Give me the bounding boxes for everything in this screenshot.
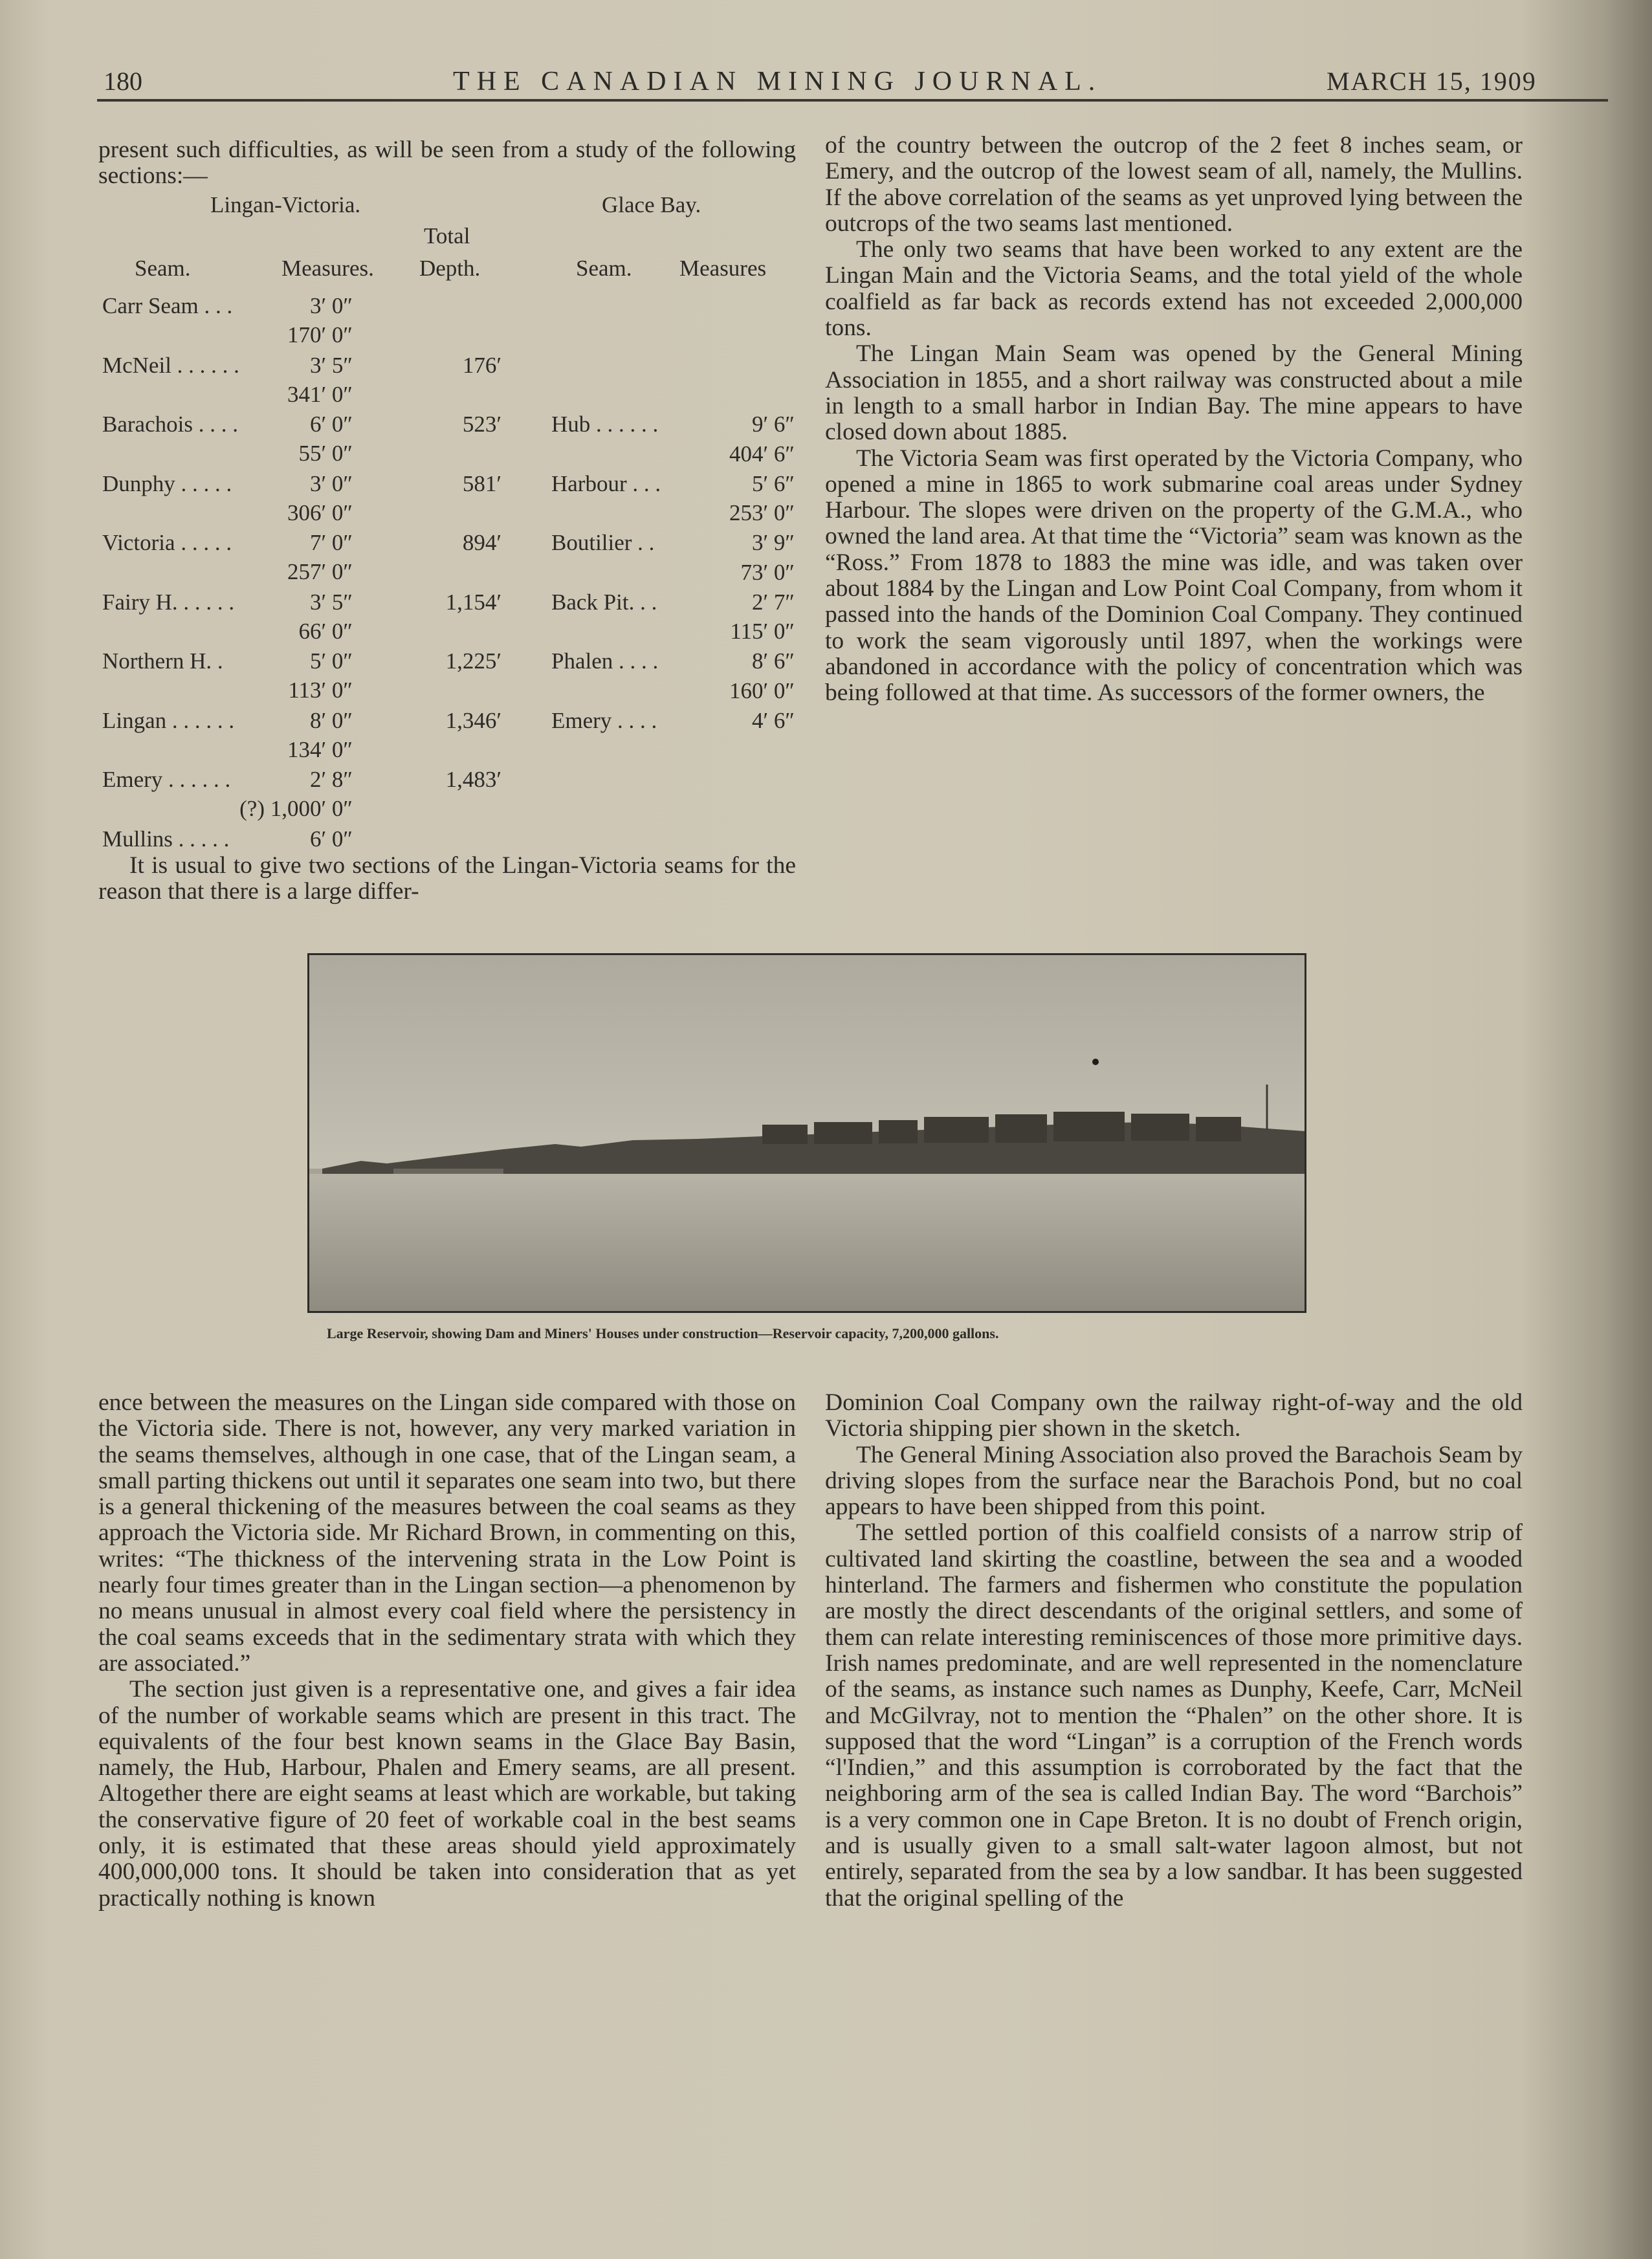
seam-name: Barachois . . . . bbox=[102, 412, 238, 437]
seam-depth: 1,154′ bbox=[445, 589, 501, 615]
seam-interval: (?) 1,000′ 0″ bbox=[239, 796, 353, 821]
right-top-para-2: The only two seams that have been worked to any extent are the Lingan Main and the Victoria Seams, and the total yield of the whole coalfield as far back as records extend has not exceeded 2,000,000 tons. bbox=[825, 236, 1523, 342]
photo-caption: Large Reservoir, showing Dam and Miners' Houses under construction—Reservoir capacity, 7,200,000 gallons. bbox=[327, 1325, 999, 1341]
right-column-bottom bbox=[825, 1390, 1523, 1912]
glace-seam-measure: 160′ 0″ bbox=[729, 678, 795, 703]
seam-name: Emery . . . . . . bbox=[102, 767, 231, 792]
glace-seam-measure: 73′ 0″ bbox=[740, 559, 795, 585]
header-glace-seam: Seam. bbox=[576, 256, 632, 281]
page-header bbox=[97, 60, 1572, 105]
glace-seam-name: Hub . . . . . . bbox=[551, 412, 659, 437]
seam-measure: 8′ 0″ bbox=[310, 707, 353, 733]
glace-seam-measure: 3′ 9″ bbox=[752, 530, 795, 555]
seam-interval: 134′ 0″ bbox=[287, 736, 353, 762]
glace-seam-name: Harbour . . . bbox=[551, 470, 661, 496]
left-column-top bbox=[98, 137, 796, 190]
seam-sections-table bbox=[97, 184, 802, 852]
left-column-bottom bbox=[98, 1390, 796, 1912]
reservoir-photo-image bbox=[309, 955, 1305, 1311]
seam-depth: 894′ bbox=[462, 530, 501, 555]
spot bbox=[1092, 1059, 1099, 1065]
seam-interval: 170′ 0″ bbox=[287, 322, 353, 347]
glace-seam-measure: 5′ 6″ bbox=[752, 470, 795, 496]
seam-name: Victoria . . . . . bbox=[102, 530, 232, 555]
glace-seam-measure: 4′ 6″ bbox=[752, 707, 795, 733]
glace-seam-measure: 253′ 0″ bbox=[729, 500, 795, 526]
right-top-para-4: The Victoria Seam was first operated by the Victoria Company, who opened a mine in 1865 to work submarine coal areas under Sydney Harbour. The slopes were driven on the property of the G.M.A., who owned the land area. At that time the “Victoria” seam was known as the “Ross.” From 1878 to 1883 the mine was idle, and was taken over about 1884 by the Lingan and Low Point Coal Company, from whom it passed into the hands of the Dominion Coal Company. They continued to work the seam vigorously until 1897, when the workings were abandoned in accordance with the policy of concentration which was being followed at that time. As successors of the former owners, the bbox=[825, 445, 1523, 707]
right-top-para-3: The Lingan Main Seam was opened by the General Mining Association in 1855, and a short railway was constructed about a mile in length to a small harbor in Indian Bay. The mine appears to have closed down about 1885. bbox=[825, 340, 1523, 446]
seam-interval: 341′ 0″ bbox=[287, 381, 353, 407]
seam-measure: 2′ 8″ bbox=[310, 767, 353, 792]
seam-interval: 257′ 0″ bbox=[287, 559, 353, 584]
header-depth: Depth. bbox=[419, 256, 481, 281]
left-bottom-para-1: ence between the measures on the Lingan side compared with those on the Victoria side. There is not, however, any very marked variation in the seams themselves, although in one case, that of the Lingan seam, a small parting thickens out until it separates one seam into two, but there is a general thickening of the measures between the coal seams as they approach the Victoria side. Mr Richard Brown, in commenting on this, writes: “The thickness of the intervening strata in the Low Point is nearly four times greater than in the Lingan section—a phenomenon by no means unusual in almost every coal field where the persistency in the coal seams exceeds that in the sedimentary strata with which they are associated.” bbox=[98, 1389, 796, 1677]
seam-measure: 7′ 0″ bbox=[310, 530, 353, 555]
glace-seam-measure: 9′ 6″ bbox=[752, 412, 795, 437]
seam-name: Northern H. . bbox=[102, 648, 223, 674]
seam-interval: 55′ 0″ bbox=[298, 441, 353, 466]
seam-name: Mullins . . . . . bbox=[102, 826, 230, 852]
glace-seam-name: Back Pit. . . bbox=[551, 589, 657, 615]
seam-depth: 1,346′ bbox=[445, 707, 501, 733]
seam-depth: 1,483′ bbox=[445, 767, 501, 792]
header-measures: Measures. bbox=[281, 256, 374, 281]
seam-measure: 6′ 0″ bbox=[310, 412, 353, 437]
right-top-para-1: of the country between the outcrop of the 2 feet 8 inches seam, or Emery, and the outcrop of the lowest seam of all, namely, the Mullins. If the above correlation of the seams as yet unproved lying between the outcrops of the two seams last mentioned. bbox=[825, 132, 1523, 237]
glace-bay-title: Glace Bay. bbox=[602, 192, 701, 217]
seam-measure: 3′ 5″ bbox=[310, 589, 353, 615]
glace-seam-measure: 2′ 7″ bbox=[752, 589, 795, 615]
seam-measure: 3′ 0″ bbox=[310, 293, 353, 318]
seam-interval: 306′ 0″ bbox=[287, 500, 353, 525]
header-seam: Seam. bbox=[135, 256, 191, 281]
seam-measure: 6′ 0″ bbox=[310, 826, 353, 852]
seam-name: Dunphy . . . . . bbox=[102, 470, 232, 496]
seam-name: Lingan . . . . . . bbox=[102, 707, 235, 733]
glace-seam-name: Boutilier . . bbox=[551, 530, 655, 555]
seam-name: Fairy H. . . . . . bbox=[102, 589, 235, 615]
glace-seam-measure: 404′ 6″ bbox=[729, 441, 795, 467]
seam-name: McNeil . . . . . . bbox=[102, 352, 239, 378]
glace-seam-name: Emery . . . . bbox=[551, 707, 657, 733]
reservoir-photograph bbox=[307, 953, 1306, 1313]
glace-seam-measure: 8′ 6″ bbox=[752, 648, 795, 674]
left-column-mid bbox=[98, 853, 796, 905]
page-number: 180 bbox=[104, 67, 142, 96]
left-top-paragraph: It is usual to give two sections of the Lingan-Victoria seams for the reason that there is a large differ- bbox=[98, 852, 796, 905]
seam-measure: 3′ 0″ bbox=[310, 470, 353, 496]
seam-interval: 113′ 0″ bbox=[288, 678, 353, 703]
seam-interval: 66′ 0″ bbox=[298, 618, 353, 644]
left-bottom-para-2: The section just given is a representative one, and gives a fair idea of the number of workable seams which are present in this tract. The equivalents of the four best known seams in the Glace Bay Basin, namely, the Hub, Harbour, Phalen and Emery seams, are all present. Altogether there are eight seams at least which are workable, but taking the conservative figure of 20 feet of workable coal in the best seams only, it is estimated that these areas should yield approximately 400,000,000 tons. It should be taken into consideration that as yet practically nothing is known bbox=[98, 1676, 796, 1912]
lingan-victoria-title: Lingan-Victoria. bbox=[210, 192, 361, 217]
reservoir-water bbox=[309, 1174, 1305, 1311]
header-rule bbox=[97, 99, 1608, 102]
header-glace-measures: Measures bbox=[679, 256, 767, 281]
glace-seam-name: Phalen . . . . bbox=[551, 648, 659, 674]
seam-depth: 1,225′ bbox=[445, 648, 501, 674]
seam-measure: 3′ 5″ bbox=[310, 352, 353, 378]
seam-depth: 523′ bbox=[462, 412, 501, 437]
total-label: Total bbox=[424, 223, 470, 248]
seam-depth: 176′ bbox=[462, 352, 501, 378]
journal-title: THE CANADIAN MINING JOURNAL. bbox=[453, 67, 1103, 96]
issue-date: MARCH 15, 1909 bbox=[1327, 67, 1537, 96]
right-bottom-para-2: The General Mining Association also proved the Barachois Seam by driving slopes from the surface near the Barachois Pond, but no coal appears to have been shipped from this point. bbox=[825, 1441, 1523, 1521]
right-bottom-para-3: The settled portion of this coalfield consists of a narrow strip of cultivated land skirting the coastline, between the sea and a wooded hinterland. The farmers and fishermen who constitute the population are mostly the direct descendants of the original settlers, and some of them can relate interesting reminiscences of those more primitive days. Irish names predominate, and are well represented in the nomenclature of the seams, as instance such names as Dunphy, Keefe, Carr, McNeil and McGilvray, not to mention the “Phalen” on the other shore. It is supposed that the word “Lingan” is a corruption of the French words “l'Indien,” and this assumption is corroborated by the fact that the neighboring arm of the sea is called Indian Bay. The word “Barchois” is a very common one in Cape Breton. It is no doubt of French origin, and is usually given to a small salt-water lagoon almost, but not entirely, separated from the sea by a low sandbar. It has been suggested that the original spelling of the bbox=[825, 1519, 1523, 1912]
seam-depth: 581′ bbox=[462, 470, 501, 496]
right-bottom-para-1: Dominion Coal Company own the railway right-of-way and the old Victoria shipping pier shown in the sketch. bbox=[825, 1389, 1523, 1442]
intro-paragraph: present such difficulties, as will be seen from a study of the following sections:— bbox=[98, 137, 796, 190]
glace-seam-measure: 115′ 0″ bbox=[730, 619, 795, 645]
glace-rows bbox=[97, 184, 802, 844]
seam-measure: 5′ 0″ bbox=[310, 648, 353, 674]
seam-name: Carr Seam . . . bbox=[102, 293, 233, 318]
right-column-top bbox=[825, 133, 1523, 707]
